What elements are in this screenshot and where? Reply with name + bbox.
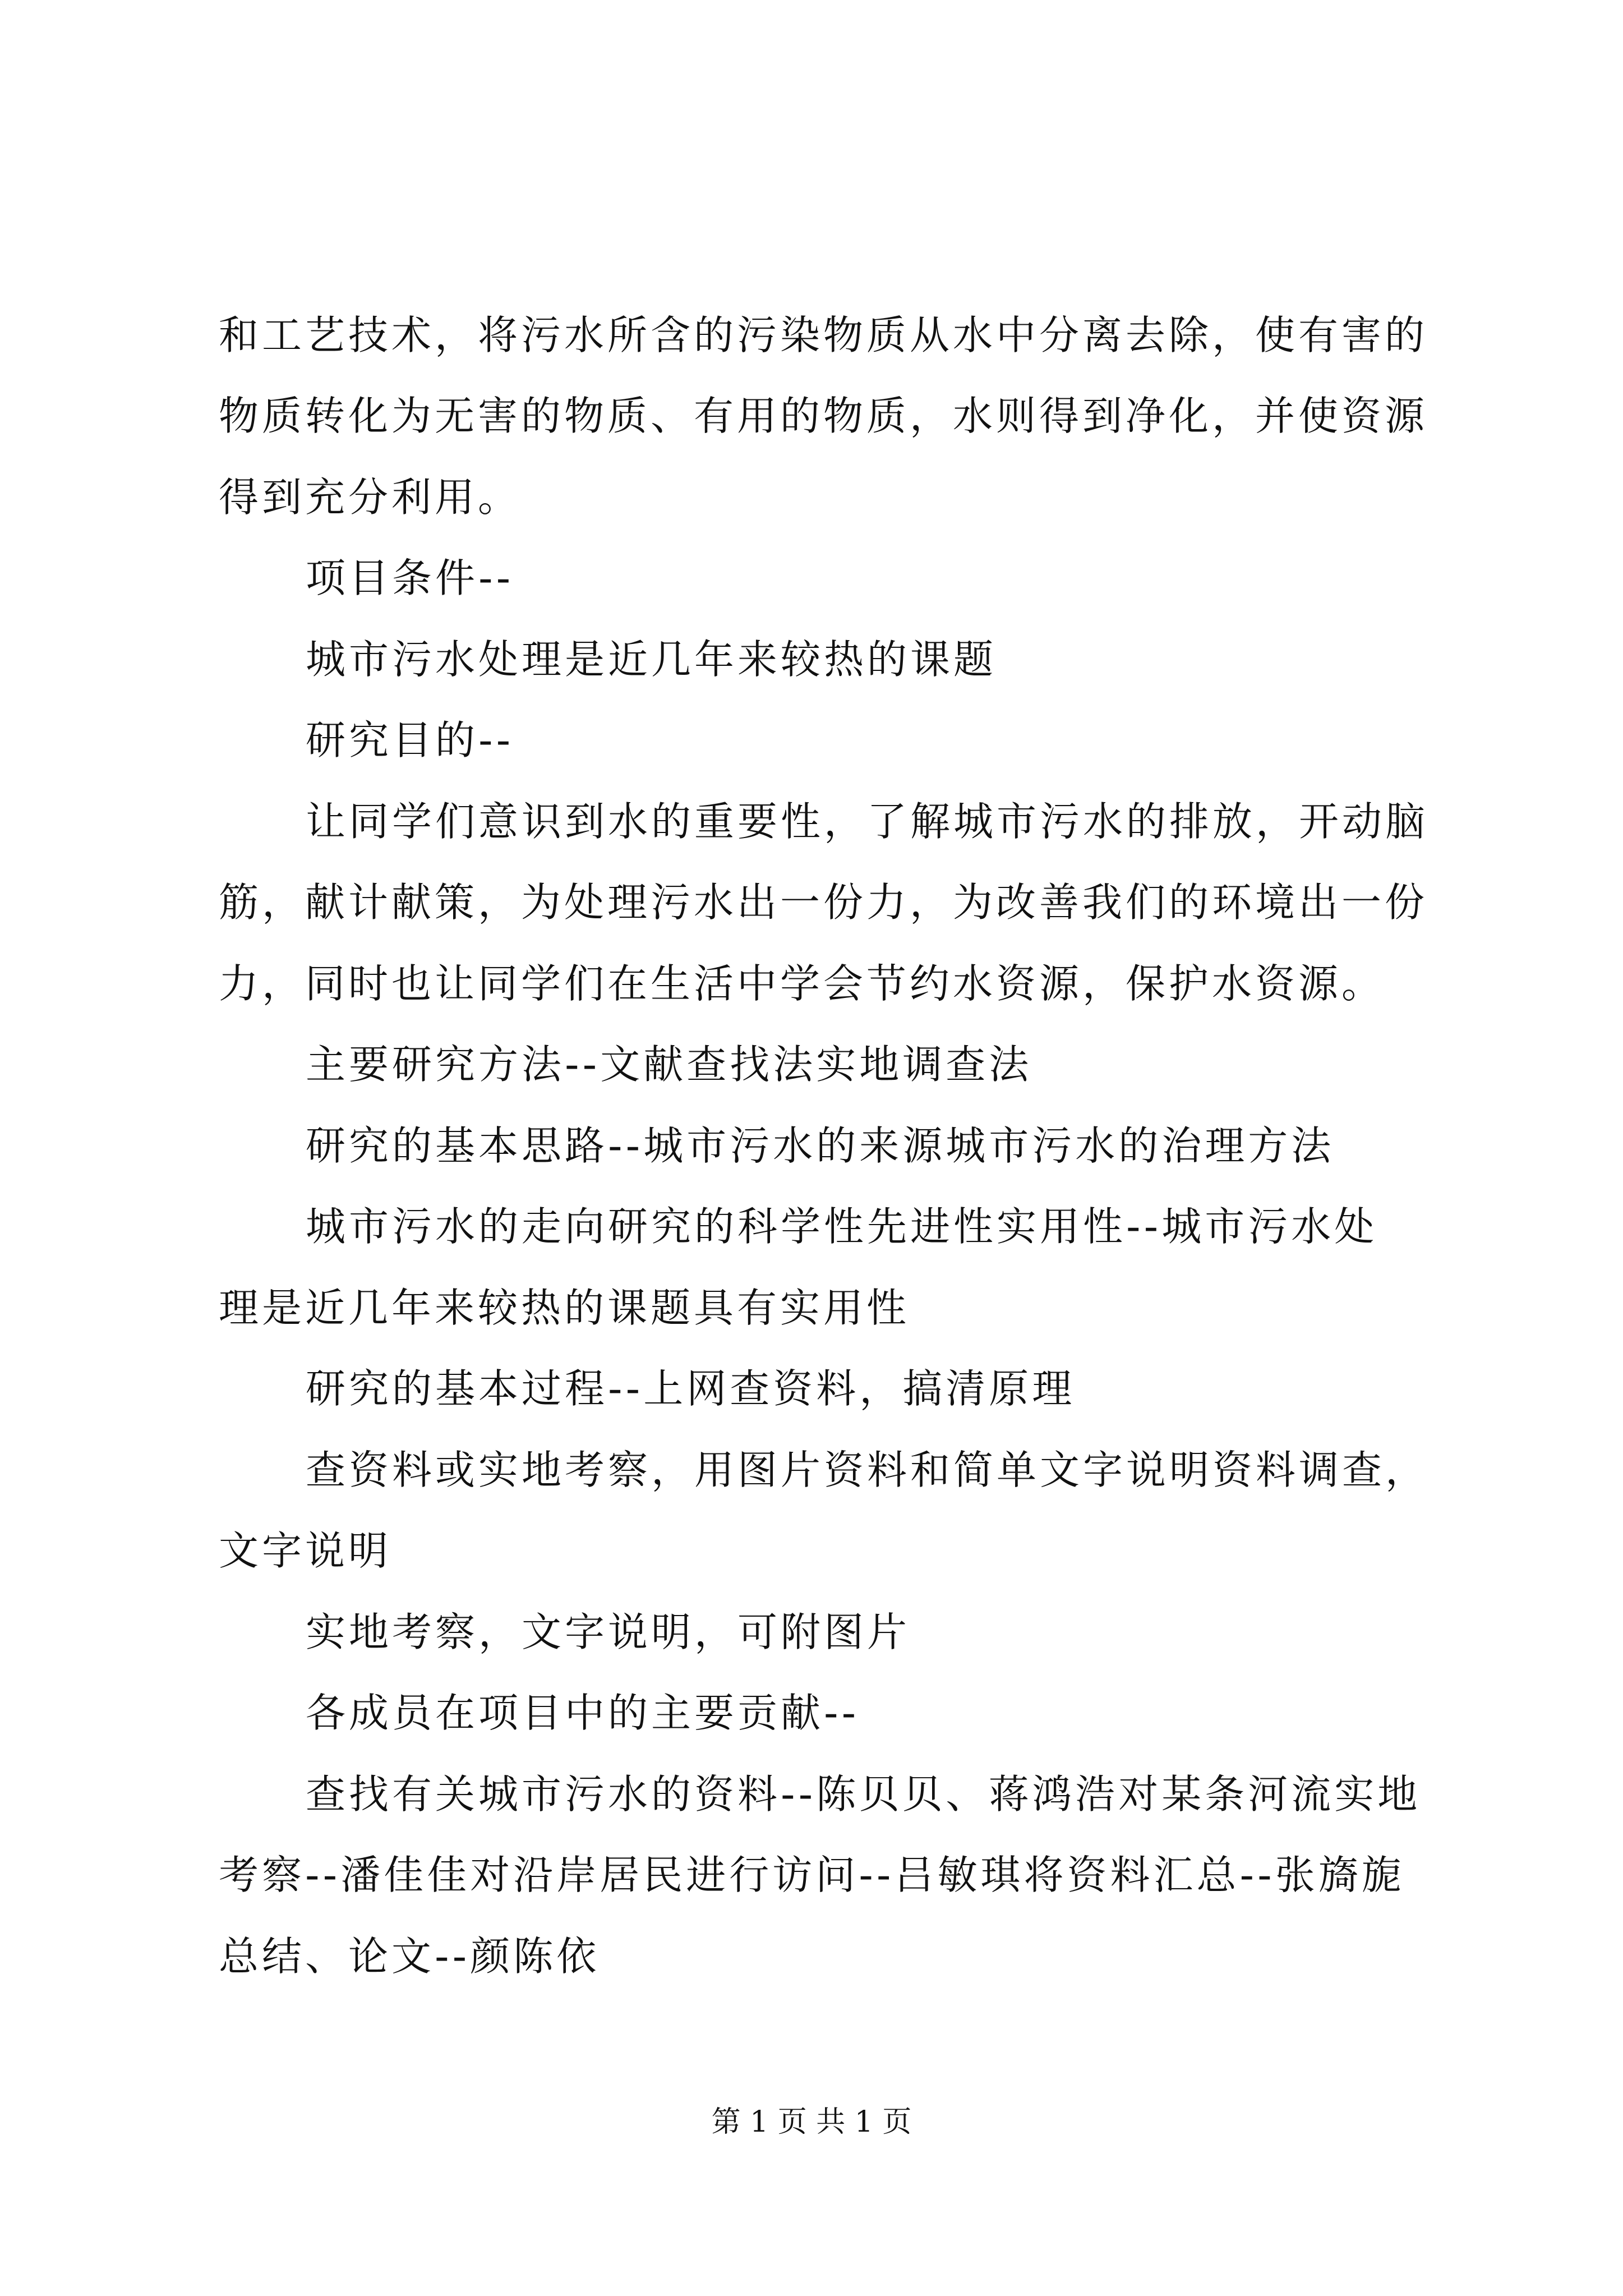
text-line-21: 总结、论文--颜陈依 bbox=[219, 1933, 600, 1980]
text-line-1: 和工艺技术，将污水所含的污染物质从水中分离去除，使有害的 bbox=[219, 312, 1428, 358]
section-heading-project-conditions: 项目条件-- bbox=[306, 555, 514, 601]
text-line-2: 物质转化为无害的物质、有用的物质，水则得到净化，并使资源 bbox=[219, 393, 1428, 439]
text-line-19: 查找有关城市污水的资料--陈贝贝、蒋鸿浩对某条河流实地 bbox=[306, 1771, 1421, 1818]
section-heading-research-purpose: 研究目的-- bbox=[306, 717, 514, 763]
text-line-5: 城市污水处理是近几年来较热的课题 bbox=[306, 636, 997, 683]
text-line-9: 力，同时也让同学们在生活中学会节约水资源，保护水资源。 bbox=[219, 960, 1385, 1007]
text-line-10: 主要研究方法--文献查找法实地调查法 bbox=[306, 1041, 1032, 1088]
text-line-15: 查资料或实地考察，用图片资料和简单文字说明资料调查， bbox=[306, 1447, 1429, 1493]
text-line-12: 城市污水的走向研究的科学性先进性实用性--城市污水处 bbox=[306, 1203, 1378, 1250]
text-line-20: 考察--潘佳佳对沿岸居民进行访问--吕敏琪将资料汇总--张旖旎 bbox=[219, 1852, 1405, 1898]
text-line-14: 研究的基本过程--上网查资料，搞清原理 bbox=[306, 1365, 1076, 1412]
text-line-8: 筋，献计献策，为处理污水出一份力，为改善我们的环境出一份 bbox=[219, 879, 1428, 926]
text-line-11: 研究的基本思路--城市污水的来源城市污水的治理方法 bbox=[306, 1122, 1335, 1169]
section-heading-contributions: 各成员在项目中的主要贡献-- bbox=[306, 1690, 860, 1736]
text-line-7: 让同学们意识到水的重要性，了解城市污水的排放，开动脑 bbox=[306, 798, 1429, 845]
text-line-13: 理是近几年来较热的课题具有实用性 bbox=[219, 1285, 910, 1331]
text-line-16: 文字说明 bbox=[219, 1527, 392, 1574]
page-footer: 第 1 页 共 1 页 bbox=[711, 2105, 912, 2139]
text-line-17: 实地考察，文字说明，可附图片 bbox=[306, 1609, 911, 1655]
text-line-3: 得到充分利用。 bbox=[219, 474, 522, 521]
